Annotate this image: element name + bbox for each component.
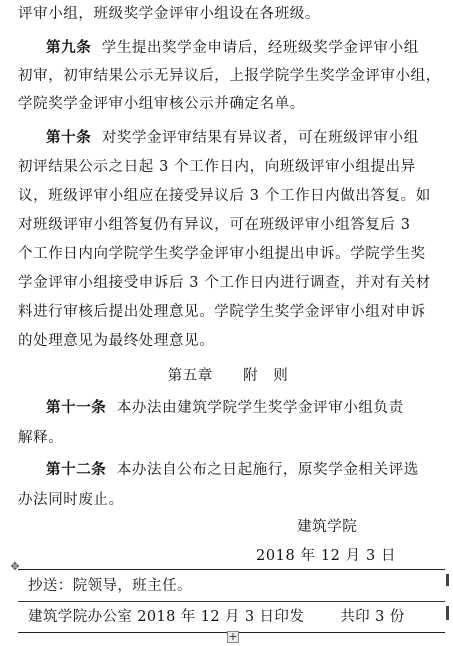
article-11-line-2 [18, 428, 438, 448]
line-text: 学生提出奖学金申请后，经班级奖学金评审小组 [101, 40, 419, 56]
article-9-label: 第九条 [46, 39, 92, 56]
add-row-plus-icon[interactable]: + [228, 630, 238, 643]
cc-row-text: 抄送：院领导，班主任。 [28, 578, 192, 594]
signature-org-text: 建筑学院 [297, 519, 358, 535]
article-12-label: 第十二条 [46, 461, 107, 478]
copies-text: 共印 3 份 [340, 609, 405, 625]
table-row-divider [18, 601, 445, 602]
issuer-row[interactable] [28, 607, 453, 627]
article-10-line-1 [18, 128, 438, 148]
article-10-line-6 [18, 273, 438, 293]
paragraph-line [18, 4, 438, 24]
line-text: 办法同时废止。 [18, 492, 124, 508]
article-10-line-5 [18, 244, 438, 264]
line-text: 学院奖学金评审小组审核公示并确定名单。 [18, 96, 305, 112]
line-text: 本办法由建筑学院学生奖学金评审小组负责 [116, 400, 404, 416]
line-text: 对奖学金评审结果有异议者，可在班级评审小组 [101, 130, 419, 146]
table-move-handle-icon[interactable]: ✥ [10, 560, 20, 573]
article-12-line-2 [18, 490, 438, 510]
line-text: 料进行审核后提出处理意见。学院学生奖学金评审小组对申诉 [18, 304, 426, 320]
article-10-line-7 [18, 302, 438, 322]
article-10-label: 第十条 [46, 129, 92, 146]
line-text: 解释。 [18, 430, 64, 446]
line-text: 评审小组，班级奖学金评审小组设在各班级。 [18, 6, 320, 22]
line-text: 学金评审小组接受申诉后 3 个工作日内进行调查，并对有关材 [18, 275, 431, 291]
article-10-line-3 [18, 186, 438, 206]
article-11-label: 第十一条 [46, 399, 107, 416]
article-11-line-1 [18, 398, 438, 418]
article-12-line-1 [18, 460, 438, 480]
article-10-line-8 [18, 331, 438, 351]
chapter-5-heading [18, 366, 438, 386]
article-10-line-4 [18, 215, 438, 235]
line-text: 的处理意见为最终处理意见。 [18, 333, 215, 349]
issuer-text: 建筑学院办公室 2018 年 12 月 3 日印发 [28, 609, 305, 625]
chapter-heading-text: 第五章 附 则 [167, 368, 289, 384]
line-text: 个工作日内向学院学生奖学金评审小组提出申诉。学院学生奖 [18, 246, 426, 262]
article-9-line-2 [18, 66, 441, 86]
column-resize-mark[interactable] [446, 606, 449, 620]
distribution-table[interactable] [18, 569, 445, 633]
line-text: 初审，初审结果公示无异议后，上报学院学生奖学金评审小组， [18, 68, 441, 84]
article-10-line-2 [18, 157, 438, 177]
signature-date-text: 2018 年 12 月 3 日 [256, 548, 397, 564]
article-9-line-1 [18, 38, 438, 58]
signature-date [256, 546, 396, 566]
signature-org [297, 517, 357, 537]
line-text: 本办法自公布之日起施行，原奖学金相关评选 [116, 462, 419, 478]
line-text: 议，班级评审小组应在接受异议后 3 个工作日内做出答复。如 [18, 188, 431, 204]
line-text: 对班级评审小组答复仍有异议，可在班级评审小组答复后 3 [18, 217, 411, 233]
line-text: 初评结果公示之日起 3 个工作日内，向班级评审小组提出异 [18, 159, 416, 175]
column-resize-mark[interactable] [446, 574, 449, 586]
article-9-line-3 [18, 94, 438, 114]
cc-row[interactable] [28, 576, 453, 596]
